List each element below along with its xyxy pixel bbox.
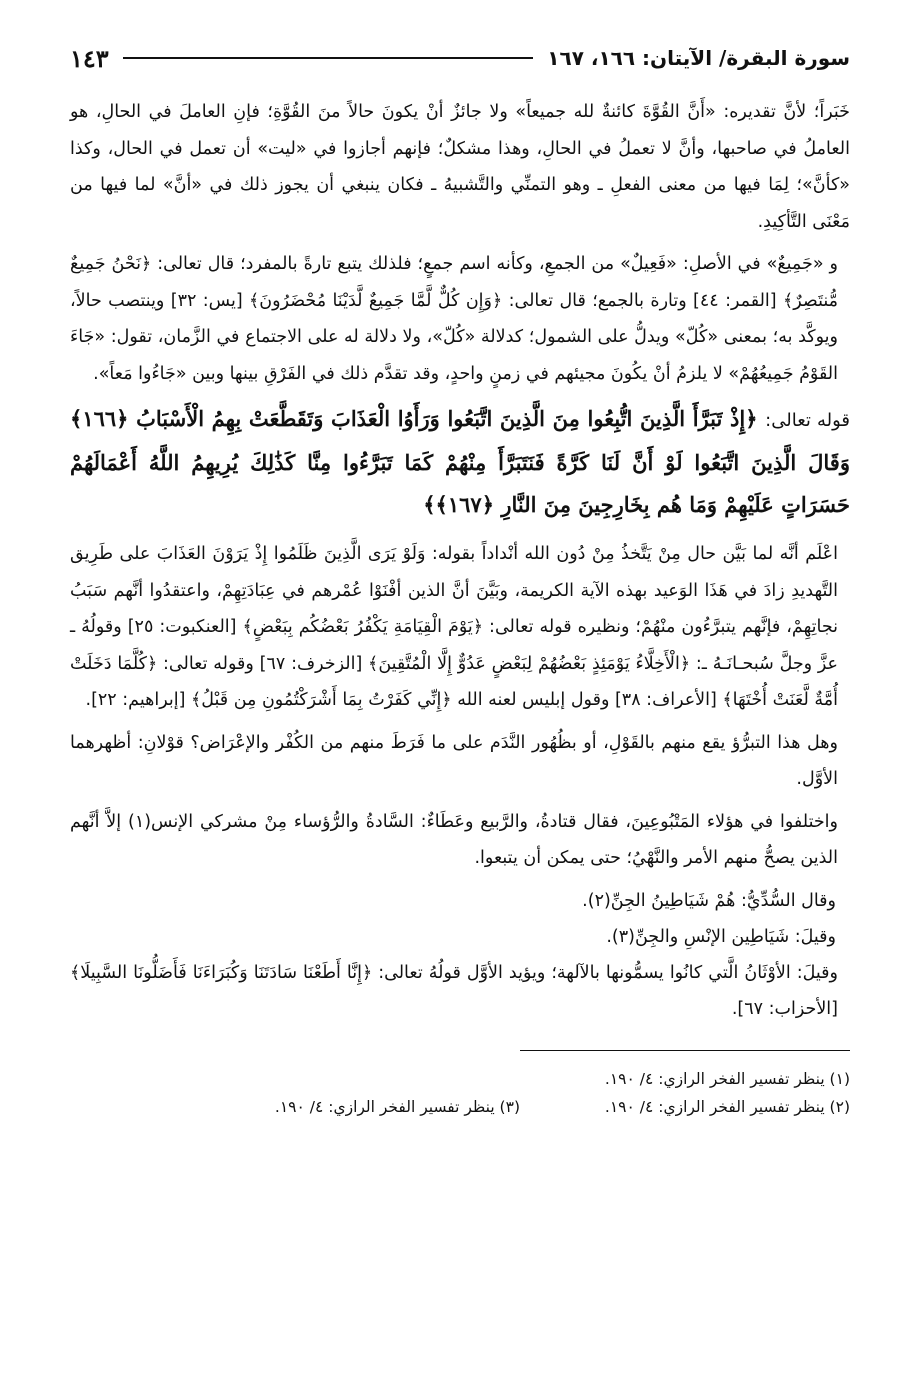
paragraph-6: وقال السُّدِّيُّ: هُمْ شَيَاطِينُ الجِنِّ(٢). <box>582 890 836 911</box>
page-number: ١٤٣ <box>70 43 109 73</box>
paragraph-1: خَبَراً؛ لأنَّ تقديره: «أَنَّ القُوَّةَ كائنةٌ لله جميعاً» ولا جائزٌ أنْ يكونَ حالاً منَ القُوَّةِ؛ فإنِ العاملَ في الحالِ، هو العاملُ في صاحبها، وأنَّ لا تعملُ في الحالِ، وهذا مشكلٌ؛ فإنهم أجازوا في «ليت» أن تعمل في الحال، وكذا «كأنَّ»؛ لِمَا فيها من معنى الفعلِ ـ وهو التمنِّي والتَّشبيهُ ـ فكان ينبغي أن يجوز ذلك في «أنَّ» لما فيها من مَعْنَى التَّأكِيدِ. <box>70 102 850 232</box>
book-page <box>70 38 850 1121</box>
paragraph-5: واختلفوا في هؤلاء المَتْبُوعِينَ، فقال قتادةُ، والرَّبيع وعَطَاءٌ: السَّادةُ والرُّؤساء مِنْ مشركي الإنس(١) إلاَّ أنَّهم الذين يصحُّ منهم الأمر والنَّهْيُ؛ حتى يمكن أن يتبعوا. <box>70 811 838 868</box>
paragraph-4: وهل هذا التبرُّؤ يقع منهم بالقَوْلِ، أو بظُهُور النَّدَم على ما فَرَطَ منهم من الكُفْر والإعْرَاض؟ قوْلانِ: أظهرهما الأوَّل. <box>70 732 838 789</box>
footnote-2: (٢) ينظر تفسير الفخر الرازي: ٤/ ١٩٠. <box>604 1097 850 1116</box>
footnote-3: (٣) ينظر تفسير الفخر الرازي: ٤/ ١٩٠. <box>274 1097 520 1116</box>
quran-verse: ﴿إِذْ تَبَرَّأَ الَّذِينَ اتُّبِعُوا مِنَ الَّذِينَ اتَّبَعُوا وَرَأَوُا الْعَذَابَ وَتَقَطَّعَتْ بِهِمُ الْأَسْبَابُ ﴿١٦٦﴾ وَقَالَ الَّذِينَ اتَّبَعُوا لَوْ أَنَّ لَنَا كَرَّةً فَنَتَبَرَّأَ مِنْهُمْ كَمَا تَبَرَّءُوا مِنَّا كَذَٰلِكَ يُرِيهِمُ اللَّهُ أَعْمَالَهُمْ حَسَرَاتٍ عَلَيْهِمْ وَمَا هُم بِخَارِجِينَ مِنَ النَّارِ ﴿١٦٧﴾﴾ <box>70 406 850 517</box>
page-body <box>70 94 850 1028</box>
footnote-rule <box>520 1050 850 1051</box>
paragraph-8: وقيلَ: الأوْثَانُ الَّتي كانُوا يسمُّونها بالآلهة؛ ويؤيد الأوَّل قولُهُ تعالى: ﴿إِنَّا أَطَعْنَا سَادَتَنَا وَكُبَرَاءَنَا فَأَضَلُّونَا السَّبِيلَا﴾ [الأحزاب: ٦٧]. <box>70 962 838 1019</box>
footnote-row <box>70 1065 850 1093</box>
quran-verse-block <box>70 398 850 526</box>
paragraph-2: و «جَمِيعٌ» في الأصلِ: «فَعِيلٌ» من الجمعِ، وكأنه اسم جمعٍ؛ فلذلك يتبع تارةً بالمفرد؛ قال تعالى: ﴿نَحْنُ جَمِيعٌ مُّنتَصِرٌ﴾ [القمر: ٤٤] وتارة بالجمع؛ قال تعالى: ﴿وَإِن كُلٌّ لَّمَّا جَمِيعٌ لَّدَيْنَا مُحْضَرُونَ﴾ [يس: ٣٢] وينتصب حالاً، ويوكَّد به؛ بمعنى «كُلّ» ويدلُّ على الشمول؛ كدلالة «كُلّ»، ولا دلالة له على الاجتماع في الزَّمان، تقول: «جَاءَ القَوْمُ جَمِيعُهُمْ» لا يلزمُ أنْ يكُونَ مجيئهم في زمنٍ واحدٍ، وقد تقدَّم ذلك في الفَرْقِ بينها وبين «جَاءُوا مَعاً». <box>70 254 838 384</box>
verse-lead: قوله تعالى: <box>765 410 851 431</box>
header-rule <box>123 57 534 59</box>
footnotes <box>70 1065 850 1121</box>
page-header <box>70 38 850 78</box>
footnote-row <box>70 1093 850 1121</box>
running-title: سورة البقرة/ الآيتان: ١٦٦، ١٦٧ <box>547 46 850 70</box>
paragraph-3: اعْلَم أنَّه لما بَيَّن حال مِنْ يَتَّخذُ مِنْ دُون الله أنْداداً بقوله: وَلَوْ يَرَى الَّذِينَ ظَلَمُوا إِذْ يَرَوْنَ العَذَابَ على طَرِيق التَّهديدِ زادَ في هَذَا الوَعيد بهذه الآية الكريمة، وبَيَّنَ أنَّ الذين أفْنَوْا عُمْرهم في عِبَادَتِهِمْ، واعتقدُوا أنَّهم سَبَبُ نجاتِهِمْ، فإنَّهم يتبرَّءُون منْهُمْ؛ ونظيره قوله تعالى: ﴿يَوْمَ الْقِيَامَةِ يَكْفُرُ بَعْضُكُم بِبَعْضٍ﴾ [العنكبوت: ٢٥] وقولُهُ ـ عزَّ وجلَّ سُبحـانَـهُ ـ: ﴿الْأَخِلَّاءُ يَوْمَئِذٍ بَعْضُهُمْ لِبَعْضٍ عَدُوٌّ إِلَّا الْمُتَّقِينَ﴾ [الزخرف: ٦٧] وقوله تعالى: ﴿كُلَّمَا دَخَلَتْ أُمَّةٌ لَّعَنَتْ أُخْتَهَا﴾ [الأعراف: ٣٨] وقول إبليس لعنه الله ﴿إِنِّي كَفَرْتُ بِمَا أَشْرَكْتُمُونِ مِن قَبْلُ﴾ [إبراهيم: ٢٢]. <box>70 544 838 710</box>
footnote-1: (١) ينظر تفسير الفخر الرازي: ٤/ ١٩٠. <box>604 1069 850 1088</box>
paragraph-7: وقيلَ: شَيَاطِين الإنْسِ والجِنِّ(٣). <box>606 926 836 947</box>
